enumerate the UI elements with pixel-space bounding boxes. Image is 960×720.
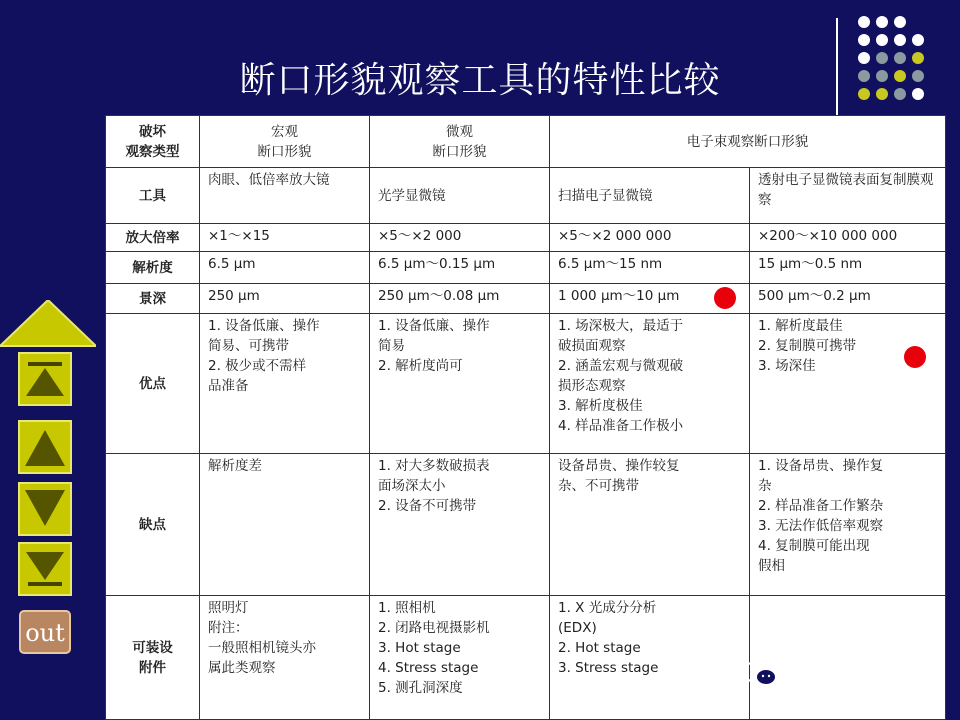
row-label-attachments: 可装设 附件	[106, 596, 200, 720]
table-cell: 照明灯 附注： 一般照相机镜头亦 属此类观察	[200, 596, 370, 720]
decorative-dot	[876, 70, 888, 82]
table-cell: ×5～×2 000 000	[550, 224, 750, 252]
decorative-dot	[858, 88, 870, 100]
table-cell: 15 μm～0.5 nm	[750, 252, 946, 284]
table-cell: 1. 设备低廉、操作 简易、可携带 2. 极少或不需样 品准备	[200, 314, 370, 454]
decorative-dot-grid	[850, 14, 950, 114]
decorative-dot	[912, 52, 924, 64]
decorative-dot	[858, 70, 870, 82]
out-button[interactable]: out	[19, 610, 71, 654]
column-header-electron: 电子束观察断口形貌	[550, 116, 946, 168]
table-cell: 1. 设备昂贵、操作复 杂 2. 样品准备工作繁杂 3. 无法作低倍率观察 4. 复制膜可能出现 假相	[750, 454, 946, 596]
decorative-dot	[894, 34, 906, 46]
table-cell: 1. 对大多数破损表 面场深太小 2. 设备不可携带	[370, 454, 550, 596]
decorative-dot	[912, 34, 924, 46]
decorative-dot	[912, 70, 924, 82]
decorative-dot	[894, 88, 906, 100]
decorative-dot	[876, 52, 888, 64]
table-cell: 1 000 μm～10 μm	[550, 284, 750, 314]
wechat-icon	[742, 660, 778, 693]
table-corner-header: 破坏 观察类型	[106, 116, 200, 168]
table-cell: 6.5 μm～15 nm	[550, 252, 750, 284]
title-divider-line	[836, 18, 838, 118]
table-cell: 扫描电子显微镜	[550, 168, 750, 224]
column-header-macro: 宏观 断口形貌	[200, 116, 370, 168]
decorative-dot	[858, 52, 870, 64]
table-cell: 1. X 光成分分析 (EDX) 2. Hot stage 3. Stress stage	[550, 596, 750, 720]
table-cell: 解析度差	[200, 454, 370, 596]
first-page-button[interactable]	[18, 352, 72, 406]
table-cell: 1. 照相机 2. 闭路电视摄影机 3. Hot stage 4. Stress stage 5. 测孔洞深度	[370, 596, 550, 720]
next-page-icon	[20, 484, 70, 534]
decorative-dot	[876, 34, 888, 46]
previous-page-icon	[20, 422, 70, 472]
table-cell: 500 μm～0.2 μm	[750, 284, 946, 314]
table-cell: 6.5 μm～0.15 μm	[370, 252, 550, 284]
table-cell: 250 μm～0.08 μm	[370, 284, 550, 314]
decorative-dot	[912, 88, 924, 100]
slide-title: 断口形貌观察工具的特性比较	[239, 60, 721, 101]
red-marker-dot	[714, 287, 736, 309]
table-cell: 1. 解析度最佳 2. 复制膜可携带 3. 场深佳	[750, 314, 946, 454]
previous-page-button[interactable]	[18, 420, 72, 474]
row-label-magnification: 放大倍率	[106, 224, 200, 252]
decorative-dot	[858, 16, 870, 28]
table-cell: 250 μm	[200, 284, 370, 314]
triangle-up-large-icon[interactable]	[0, 300, 96, 352]
row-label-tool: 工具	[106, 168, 200, 224]
table-cell: ×200～×10 000 000	[750, 224, 946, 252]
decorative-dot	[876, 16, 888, 28]
decorative-dot	[894, 70, 906, 82]
decorative-dot	[876, 88, 888, 100]
table-cell: ×5～×2 000	[370, 224, 550, 252]
table-cell	[750, 596, 946, 720]
table-cell: ×1～×15	[200, 224, 370, 252]
row-label-advantages: 优点	[106, 314, 200, 454]
decorative-dot	[894, 52, 906, 64]
watermark-text: 热处理小讲堂	[786, 665, 912, 690]
last-page-button[interactable]	[18, 542, 72, 596]
row-label-resolution: 解析度	[106, 252, 200, 284]
row-label-disadvantages: 缺点	[106, 454, 200, 596]
decorative-dot	[894, 16, 906, 28]
first-page-icon	[20, 354, 70, 404]
table-cell: 6.5 μm	[200, 252, 370, 284]
table-cell: 1. 场深极大，最适于 破损面观察 2. 涵盖宏观与微观破 损形态观察 3. 解析度极佳 4. 样品准备工作极小	[550, 314, 750, 454]
table-cell: 设备昂贵、操作较复 杂、不可携带	[550, 454, 750, 596]
last-page-icon	[20, 544, 70, 594]
table-cell: 透射电子显微镜表面复制膜观察	[750, 168, 946, 224]
red-marker-dot	[904, 346, 926, 368]
table-cell: 1. 设备低廉、操作 简易 2. 解析度尚可	[370, 314, 550, 454]
next-page-button[interactable]	[18, 482, 72, 536]
table-cell: 肉眼、低倍率放大镜	[200, 168, 370, 224]
comparison-table	[105, 115, 945, 720]
column-header-micro: 微观 断口形貌	[370, 116, 550, 168]
watermark	[742, 660, 912, 693]
row-label-depth-of-field: 景深	[106, 284, 200, 314]
decorative-dot	[858, 34, 870, 46]
table-cell: 光学显微镜	[370, 168, 550, 224]
